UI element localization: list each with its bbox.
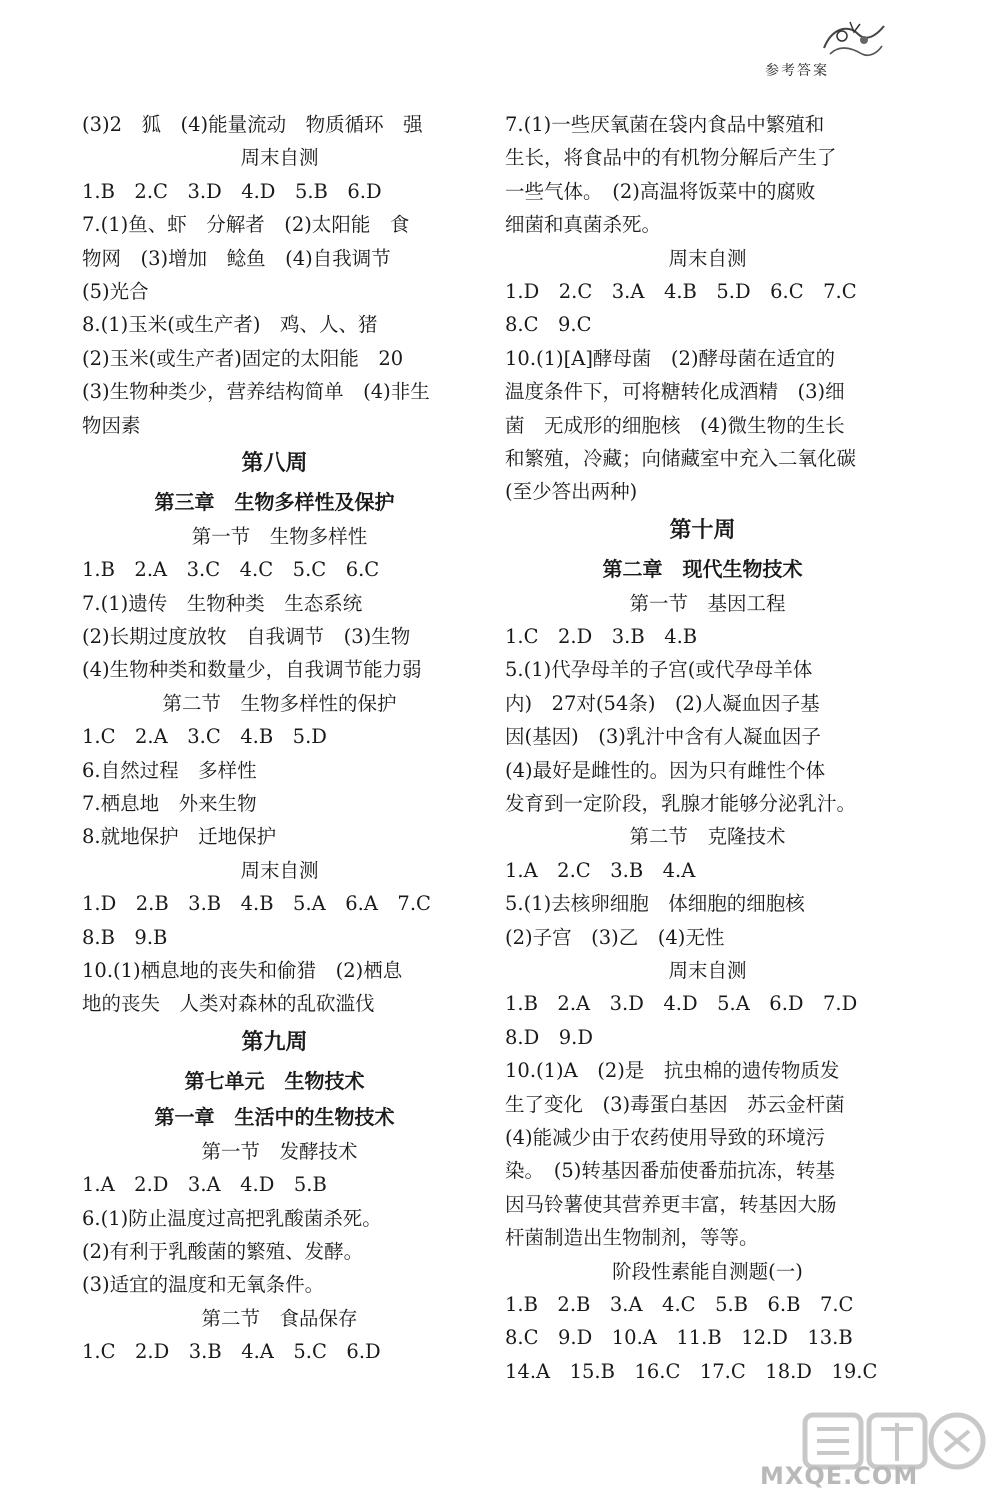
- answer-line: (4)最好是雌性的。因为只有雌性个体: [505, 758, 826, 782]
- section-heading: 第一节 发酵技术: [201, 1139, 358, 1163]
- answer-line: 8.B 9.B: [82, 925, 168, 949]
- answer-line: 14.A 15.B 16.C 17.C 18.D 19.C: [505, 1359, 878, 1383]
- answer-line: 内) 27对(54条) (2)人凝血因子基: [505, 691, 820, 715]
- answer-line: (至少答出两种): [505, 480, 638, 504]
- answer-line: 1.A 2.C 3.B 4.A: [505, 858, 696, 882]
- answer-line: 细菌和真菌杀死。: [505, 213, 662, 237]
- answer-line: (3)2 狐 (4)能量流动 物质循环 强: [82, 113, 423, 136]
- answer-line: 一些气体。 (2)高温将饭菜中的腐败: [505, 179, 816, 203]
- answer-line: 8.D 9.D: [505, 1025, 593, 1049]
- answer-line: 6.自然过程 多样性: [82, 758, 257, 782]
- answer-line: 1.B 2.A 3.C 4.C 5.C 6.C: [82, 558, 380, 582]
- answer-line: 因(基因) (3)乳汁中含有人凝血因子: [505, 725, 821, 749]
- answer-line: 7.(1)遗传 生物种类 生态系统: [82, 591, 363, 615]
- answer-line: (2)玉米(或生产者)固定的太阳能 20: [82, 346, 404, 370]
- answer-line: 因马铃薯使其营养更丰富，转基因大肠: [505, 1192, 837, 1216]
- decorative-ornament-icon: [820, 18, 888, 62]
- answer-line: 8.C 9.D 10.A 11.B 12.D 13.B: [505, 1326, 853, 1350]
- answer-line: 杆菌制造出生物制剂，等等。: [505, 1226, 759, 1250]
- answer-column-left: [82, 108, 467, 1369]
- answer-line: (4)生物种类和数量少，自我调节能力弱: [82, 658, 422, 682]
- answer-line: 染。 (5)转基因番茄使番茄抗冻，转基: [505, 1159, 835, 1183]
- answer-line: 6.(1)防止温度过高把乳酸菌杀死。: [82, 1206, 382, 1230]
- week-heading: 第八周: [241, 450, 308, 476]
- section-heading: 周末自测: [668, 246, 747, 270]
- chapter-heading: 第三章 生物多样性及保护: [154, 489, 395, 514]
- answer-line: 物网 (3)增加 鲶鱼 (4)自我调节: [82, 246, 391, 270]
- week-heading: 第九周: [241, 1029, 308, 1055]
- chapter-heading: 第七单元 生物技术: [184, 1068, 365, 1093]
- answer-line: 1.B 2.B 3.A 4.C 5.B 6.B 7.C: [505, 1292, 854, 1316]
- answer-line: 8.就地保护 迁地保护: [82, 825, 277, 849]
- answer-line: 1.B 2.C 3.D 4.D 5.B 6.D: [82, 179, 382, 203]
- answer-line: 1.C 2.D 3.B 4.A 5.C 6.D: [82, 1340, 381, 1364]
- section-heading: 第二节 克隆技术: [629, 825, 786, 849]
- answer-line: 生了变化 (3)毒蛋白基因 苏云金杆菌: [505, 1092, 845, 1116]
- answer-line: 和繁殖，冷藏；向储藏室中充入二氧化碳: [505, 446, 857, 470]
- answer-line: 1.B 2.A 3.D 4.D 5.A 6.D 7.D: [505, 992, 858, 1016]
- answer-line: 8.C 9.C: [505, 313, 592, 337]
- answer-line: 10.(1)[A]酵母菌 (2)酵母菌在适宜的: [505, 346, 836, 370]
- answer-line: 7.栖息地 外来生物: [82, 792, 257, 816]
- section-heading: 第一节 生物多样性: [191, 524, 368, 548]
- answer-line: (5)光合: [82, 279, 149, 303]
- answer-line: 7.(1)一些厌氧菌在袋内食品中繁殖和: [505, 113, 825, 136]
- section-heading: 周末自测: [240, 146, 319, 170]
- answer-line: (3)适宜的温度和无氧条件。: [82, 1273, 325, 1297]
- answer-line: 1.D 2.C 3.A 4.B 5.D 6.C 7.C: [505, 279, 857, 303]
- answer-line: 1.C 2.D 3.B 4.B: [505, 625, 698, 649]
- answer-line: 1.D 2.B 3.B 4.B 5.A 6.A 7.C: [82, 892, 431, 916]
- answer-line: 发育到一定阶段，乳腺才能够分泌乳汁。: [505, 792, 857, 816]
- answer-line: 7.(1)鱼、虾 分解者 (2)太阳能 食: [82, 213, 410, 237]
- answer-line: (2)长期过度放牧 自我调节 (3)生物: [82, 625, 411, 649]
- chapter-heading: 第二章 现代生物技术: [602, 556, 803, 581]
- answer-column-right: [505, 108, 900, 1388]
- answer-line: 菌 无成形的细胞核 (4)微生物的生长: [505, 413, 845, 437]
- answer-line: 10.(1)A (2)是 抗虫棉的遗传物质发: [505, 1059, 840, 1083]
- chapter-heading: 第一章 生活中的生物技术: [154, 1104, 395, 1129]
- answer-line: 1.C 2.A 3.C 4.B 5.D: [82, 725, 327, 749]
- answer-line: 物因素: [82, 413, 141, 437]
- section-heading: 周末自测: [240, 858, 319, 882]
- section-heading: 第二节 食品保存: [201, 1306, 358, 1330]
- answer-line: (2)子宫 (3)乙 (4)无性: [505, 925, 725, 949]
- answer-line: 5.(1)去核卵细胞 体细胞的细胞核: [505, 892, 805, 916]
- answer-line: (2)有利于乳酸菌的繁殖、发酵。: [82, 1239, 364, 1263]
- answer-line: 1.A 2.D 3.A 4.D 5.B: [82, 1173, 327, 1197]
- section-heading: 阶段性素能自测题(一): [612, 1259, 803, 1283]
- header-label: 参考答案: [765, 63, 829, 79]
- answer-line: 温度条件下，可将糖转化成酒精 (3)细: [505, 380, 845, 404]
- section-heading: 周末自测: [668, 958, 747, 982]
- section-heading: 第二节 生物多样性的保护: [162, 691, 397, 715]
- week-heading: 第十周: [669, 517, 736, 543]
- answer-line: (3)生物种类少，营养结构简单 (4)非生: [82, 380, 430, 404]
- watermark-text: MXQE.COM: [760, 1462, 919, 1490]
- answer-line: (4)能减少由于农药使用导致的环境污: [505, 1125, 826, 1149]
- answer-line: 地的丧失 人类对森林的乱砍滥伐: [82, 992, 375, 1016]
- answer-line: 8.(1)玉米(或生产者) 鸡、人、猪: [82, 313, 378, 337]
- answer-line: 10.(1)栖息地的丧失和偷猎 (2)栖息: [82, 958, 403, 982]
- answer-line: 5.(1)代孕母羊的子宫(或代孕母羊体: [505, 658, 813, 682]
- answer-line: 生长，将食品中的有机物分解后产生了: [505, 146, 837, 170]
- section-heading: 第一节 基因工程: [629, 591, 786, 615]
